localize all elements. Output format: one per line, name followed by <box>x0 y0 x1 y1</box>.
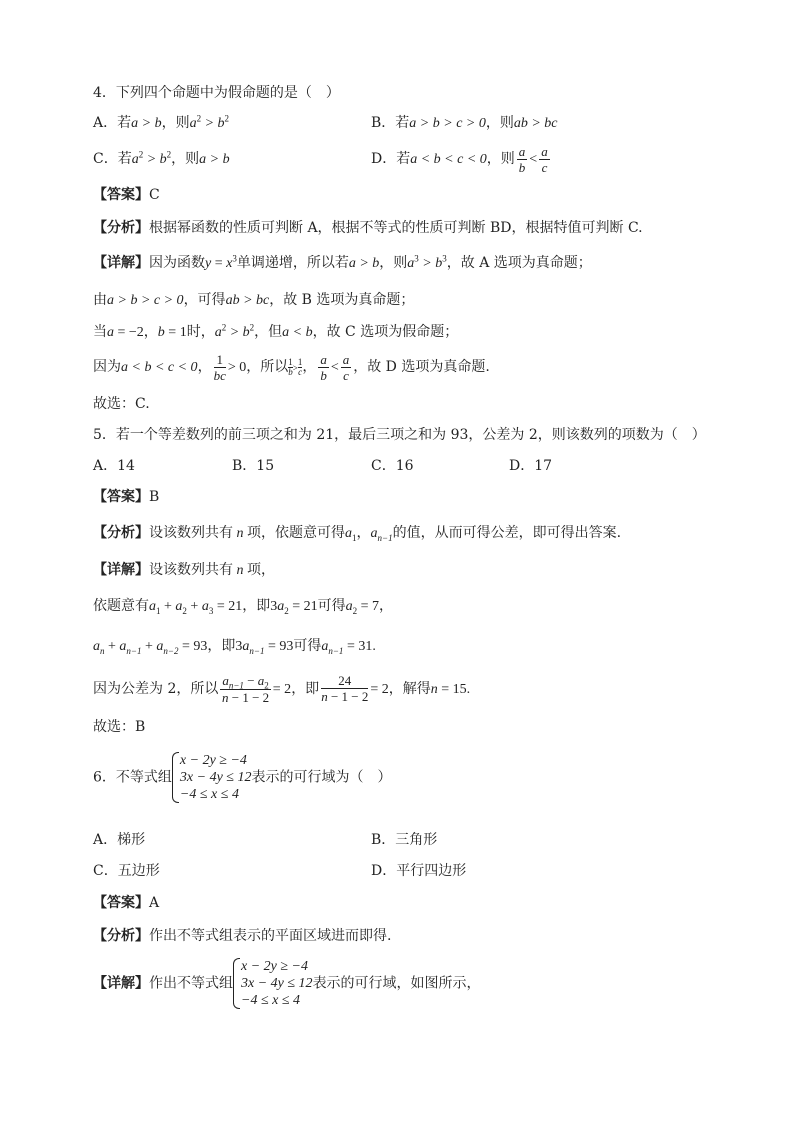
q4-option-c: C．若$a^2 > b^2$，则a > b <box>93 149 230 167</box>
q5-detail-3: $a_n + a_{n-1} + a_{n-2} = 93$，即$3a_{n-1} = 93$可得$a_{n-1} = 31$. <box>93 638 376 656</box>
q6-detail-inequality-system: x − 2y ≥ −4 3x − 4y ≤ 12 −4 ≤ x ≤ 4 <box>233 958 313 1009</box>
q6-analysis: 【分析】作出不等式组表示的平面区域进而即得. <box>93 928 392 944</box>
q5-conclusion: 故选：B <box>93 719 146 735</box>
q4-detail-3: 当a = −2，b = 1时，$a^2 > b^2$，但a < b，故 C 选项为假命题； <box>93 322 459 340</box>
q4-detail-1: 【详解】因为函数$y = x^3$单调递增，所以若a > b，则$a^3 > b^3$，故 A 选项为真命题； <box>93 253 592 271</box>
q4-stem: 4．下列四个命题中为假命题的是（ ） <box>93 85 340 101</box>
q6-option-c: C．五边形 <box>93 863 160 879</box>
q5-detail-4: 因为公差为 2，所以 $\frac{a_{n-1} - a_2}{n - 1 - 2}$ = 2，即 $\frac{24}{n - 1 - 2}$ = 2，解得n = 15. <box>93 672 471 705</box>
q4-answer: 【答案】C <box>93 187 160 203</box>
q4-option-d: D．若a < b < c < 0，则 $\frac{a}{b}$ < $\frac{a}{c}$ <box>371 143 548 175</box>
q4-conclusion: 故选：C. <box>93 396 150 412</box>
q5-detail-2: 依题意有$a_1 + a_2 + a_3 = 21$，即$3a_2 = 21$可得$a_2 = 7$， <box>93 598 394 616</box>
q5-option-d: D．17 <box>509 458 553 474</box>
q6-stem: 6．不等式组 x − 2y ≥ −4 3x − 4y ≤ 12 −4 ≤ x ≤ 4 表示的可行域为（ ） <box>93 753 392 802</box>
q5-stem: 5．若一个等差数列的前三项之和为 21，最后三项之和为 93，公差为 2，则该数列的项数为（ ） <box>93 427 706 443</box>
q5-answer: 【答案】B <box>93 489 160 505</box>
q6-option-d: D．平行四边形 <box>371 863 467 879</box>
q4-detail-4: 因为a < b < c < 0， $\frac{1}{bc}$ > 0，所以 $\frac{1}{b}$ > $\frac{1}{c}$ ， $\frac{a}{b}$ < $\frac{a}{c}$ ，故 D 选项为真命题. <box>93 351 490 383</box>
q4-analysis: 【分析】根据幂函数的性质可判断 A，根据不等式的性质可判断 BD，根据特值可判断 C. <box>93 220 643 236</box>
q5-option-b: B．15 <box>232 458 275 474</box>
q5-option-a: A．14 <box>93 458 135 474</box>
q4-detail-2: 由a > b > c > 0，可得ab > bc，故 B 选项为真命题； <box>93 292 415 308</box>
q6-answer: 【答案】A <box>93 895 160 911</box>
q5-analysis: 【分析】设该数列共有 n 项，依题意可得$a_1$，$a_{n-1}$的值，从而可得公差，即可得出答案. <box>93 525 622 543</box>
q5-detail-1: 【详解】设该数列共有 n 项， <box>93 562 275 578</box>
q6-inequality-system: x − 2y ≥ −4 3x − 4y ≤ 12 −4 ≤ x ≤ 4 <box>172 752 252 803</box>
q6-option-a: A．梯形 <box>93 832 146 848</box>
q5-option-c: C．16 <box>371 458 414 474</box>
q6-option-b: B．三角形 <box>371 832 438 848</box>
q6-detail: 【详解】作出不等式组 x − 2y ≥ −4 3x − 4y ≤ 12 −4 ≤ x ≤ 4 表示的可行域，如图所示， <box>93 959 481 1008</box>
q4-option-b: B．若a > b > c > 0，则ab > bc <box>371 115 558 131</box>
q4-option-a: A．若a > b，则$a^2 > b^2$ <box>93 113 230 131</box>
